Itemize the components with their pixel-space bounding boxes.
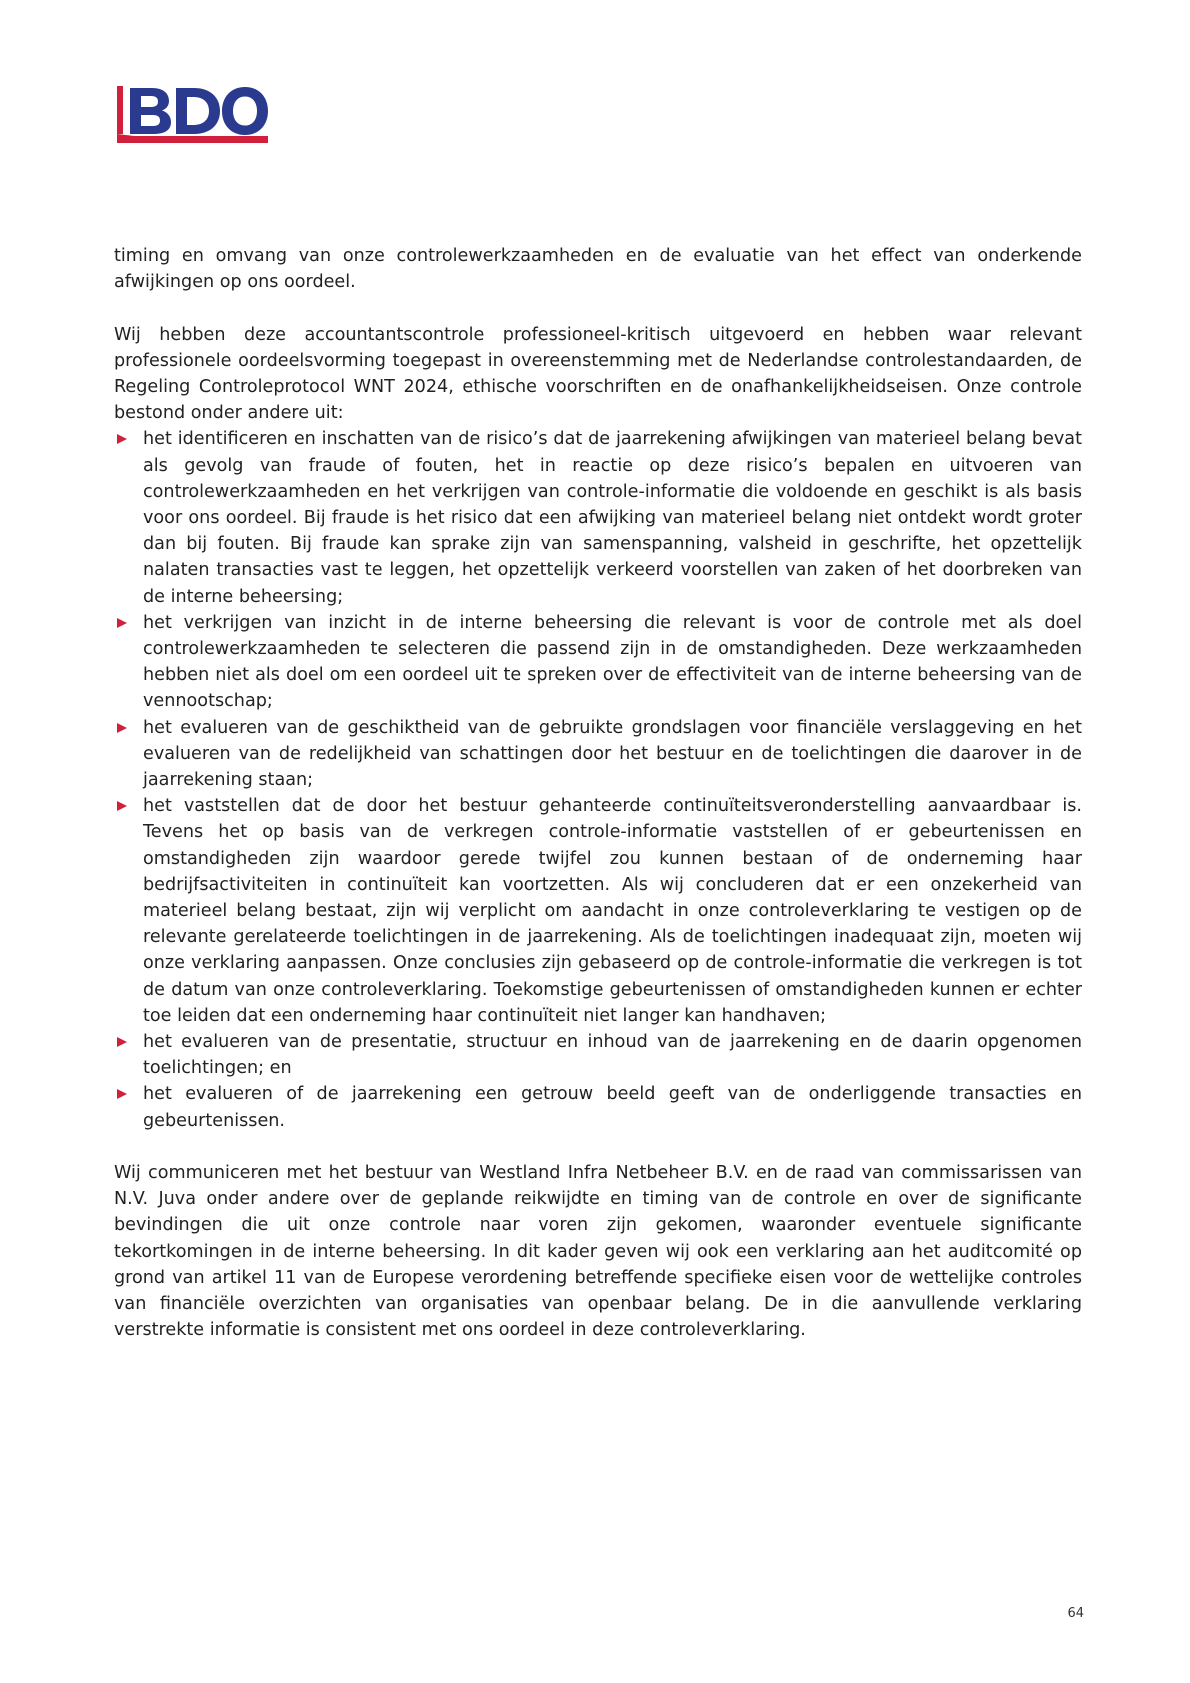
list-item-text: het evalueren van de geschiktheid van de gebruikte grondslagen voor financiële verslaggeving en het evalueren van de redelijkheid van schattingen door het bestuur en de toelichtingen die daarover in de jaarrekening staan; — [143, 717, 1082, 791]
list-item — [114, 1029, 1082, 1081]
bdo-logo — [114, 84, 270, 146]
list-item — [114, 610, 1082, 715]
list-item — [114, 426, 1082, 609]
paragraph-audit-approach: Wij hebben deze accountantscontrole professioneel-kritisch uitgevoerd en hebben waar relevant professionele oordeelsvorming toegepast in overeenstemming met de Nederlandse controlestandaarden, de Regeling Controleprotocol WNT 2024, ethische voorschriften en de onafhankelijkheidseisen. Onze controle bestond onder andere uit: — [114, 324, 1082, 424]
red-triangle-icon — [117, 1089, 127, 1099]
paragraph-communication: Wij communiceren met het bestuur van Westland Infra Netbeheer B.V. en de raad van commissarissen van N.V. Juva onder andere over de geplande reikwijdte en timing van de controle en over de significante bevindingen die uit onze controle naar voren zijn gekomen, waaronder eventuele significante tekortkomingen in de interne beheersing. In dit kader geven wij ook een verklaring aan het auditcomité op grond van artikel 11 van de Europese verordening betreffende specifieke eisen voor de wettelijke controles van financiële overzichten van organisaties van openbaar belang. De in die aanvullende verklaring verstrekte informatie is consistent met ons oordeel in deze controleverklaring. — [114, 1163, 1082, 1341]
list-item — [114, 715, 1082, 794]
red-triangle-icon — [117, 434, 127, 444]
list-item-text: het vaststellen dat de door het bestuur gehanteerde continuïteitsveronderstelling aanvaardbaar is. Tevens het op basis van de verkregen controle-informatie vaststellen of er gebeurtenissen en omstandigheden zijn waardoor gerede twijfel zou kunnen bestaan of de onderneming haar bedrijfsactiviteiten in continuïteit kan voortzetten. Als wij concluderen dat er een onzekerheid van materieel belang bestaat, zijn wij verplicht om aandacht in onze controleverklaring te vestigen op de relevante gerelateerde toelichtingen in de jaarrekening. Als de toelichtingen inadequaat zijn, moeten wij onze verklaring aanpassen. Onze conclusies zijn gebaseerd op de controle-informatie die verkregen is tot de datum van onze controleverklaring. Toekomstige gebeurtenissen of omstandigheden kunnen er echter toe leiden dat een onderneming haar continuïteit niet langer kan handhaven; — [143, 796, 1082, 1026]
page-number: 64 — [1067, 1606, 1084, 1621]
list-item-text: het evalueren van de presentatie, structuur en inhoud van de jaarrekening en de daarin opgenomen toelichtingen; en — [143, 1032, 1082, 1079]
red-triangle-icon — [117, 723, 127, 733]
audit-procedures-list — [114, 426, 1082, 1133]
list-item-text: het verkrijgen van inzicht in de interne beheersing die relevant is voor de controle met als doel controlewerkzaamheden te selecteren die passend zijn in de omstandigheden. Deze werkzaamheden hebben niet als doel om een oordeel uit te spreken over de effectiviteit van de interne beheersing van de vennootschap; — [143, 612, 1082, 712]
paragraph-timing: timing en omvang van onze controlewerkzaamheden en de evaluatie van het effect van onderkende afwijkingen op ons oordeel. — [114, 246, 1082, 293]
list-item-text: het evalueren of de jaarrekening een getrouw beeld geeft van de onderliggende transacties en gebeurtenissen. — [143, 1084, 1082, 1131]
red-triangle-icon — [117, 618, 127, 628]
list-item — [114, 793, 1082, 1029]
red-triangle-icon — [117, 801, 127, 811]
list-item-text: het identificeren en inschatten van de risico’s dat de jaarrekening afwijkingen van materieel belang bevat als gevolg van fraude of fouten, het in reactie op deze risico’s bepalen en uitvoeren van controlewerkzaamheden en het verkrijgen van controle-informatie die voldoende en geschikt is als basis voor ons oordeel. Bij fraude is het risico dat een afwijking van materieel belang niet ontdekt wordt groter dan bij fouten. Bij fraude kan sprake zijn van samenspanning, valsheid in geschrifte, het opzettelijk nalaten transacties vast te leggen, het opzettelijk verkeerd voorstellen van zaken of het doorbreken van de interne beheersing; — [143, 429, 1082, 607]
red-triangle-icon — [117, 1037, 127, 1047]
list-item — [114, 1081, 1082, 1133]
document-body — [114, 243, 1082, 1370]
